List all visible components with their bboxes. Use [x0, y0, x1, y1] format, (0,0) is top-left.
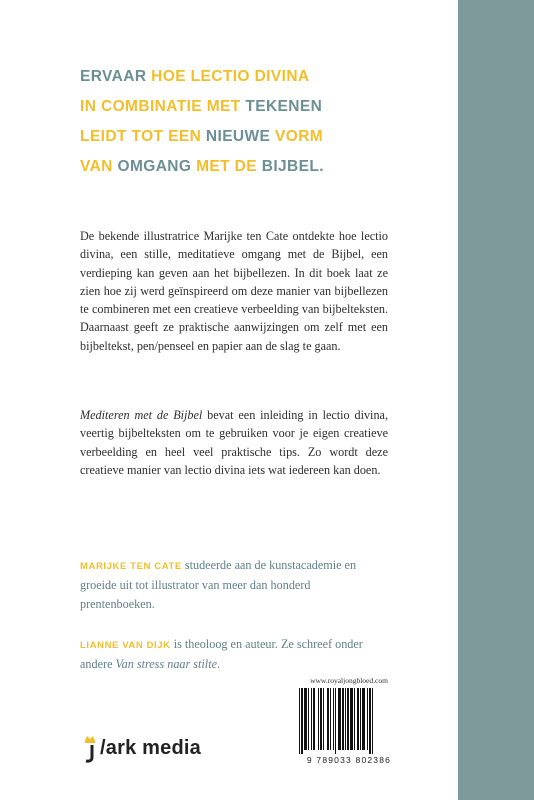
tagline-segment: VAN: [80, 158, 118, 175]
publisher-name: /ark media: [100, 736, 201, 759]
author-name: MARIJKE TEN CATE: [80, 561, 182, 572]
crown-icon: [82, 733, 98, 763]
description-paragraph: De bekende illustratrice Marijke ten Cate ontdekte hoe lectio divina, een stille, meditatieve omgang met de Bijbel, een verdieping kan geven aan het bijbellezen. In dit boek laat ze zien hoe zij werd geïnspireerd om deze manier van bijbellezen te combineren met een creatieve verbeelding van bijbelteksten. Daarnaast geeft ze praktische aanwijzingen om zelf met een bijbeltekst, pen/penseel en papier aan de slag te gaan.: [80, 229, 388, 353]
tagline-segment: IN COMBINATIE MET: [80, 98, 246, 115]
tagline-line: [80, 62, 450, 92]
cover-tagline: [80, 62, 450, 182]
tagline-segment: ERVAAR: [80, 68, 152, 85]
tagline-segment: MET DE: [196, 158, 262, 175]
author-bio-writer: LIANNE VAN DIJK is theoloog en auteur. Ze schreef onder andere Van stress naar stilte.: [80, 637, 363, 672]
barcode-icon: [297, 688, 401, 754]
other-book-title: Van stress naar stilte: [115, 657, 217, 672]
publisher-url: www.royaljongbloed.com: [310, 676, 388, 685]
side-color-band: [458, 0, 534, 800]
summary-text: bevat een inleiding in lectio divina, veertig bijbelteksten om te gebruiken voor je eigen creatieve verbeelding en heel veel praktische tips. Zo wordt deze creatieve manier van lectio divina iets wat iedereen kan doen.: [80, 408, 388, 477]
tagline-segment: VORM: [275, 128, 324, 145]
tagline-segment: BIJBEL.: [261, 158, 324, 175]
author-bio-text: studeerde aan de kunstacademie en groeide uit tot illustrator van meer dan honderd prentenboeken.: [80, 558, 357, 611]
book-title: Mediteren met de Bijbel: [80, 408, 203, 422]
tagline-segment: LEIDT TOT EEN: [80, 128, 206, 145]
author-name: LIANNE VAN DIJK: [80, 640, 171, 651]
author-bio-illustrator: [80, 556, 380, 613]
author-bio-text: is theoloog en auteur. Ze schreef onder andere: [80, 637, 363, 672]
tagline-segment: HOE LECTIO DIVINA: [151, 68, 310, 85]
barcode-panel: [292, 676, 406, 772]
tagline-line: [80, 152, 450, 182]
summary-paragraph: [80, 406, 388, 479]
tagline-segment: NIEUWE: [205, 128, 275, 145]
tagline-segment: TEKENEN: [245, 98, 323, 115]
isbn-number: 9 789033 802386: [306, 755, 392, 765]
tagline-line: [80, 122, 450, 152]
tagline-line: [80, 92, 450, 122]
publisher-logo: [82, 732, 201, 764]
tagline-segment: OMGANG: [117, 158, 197, 175]
